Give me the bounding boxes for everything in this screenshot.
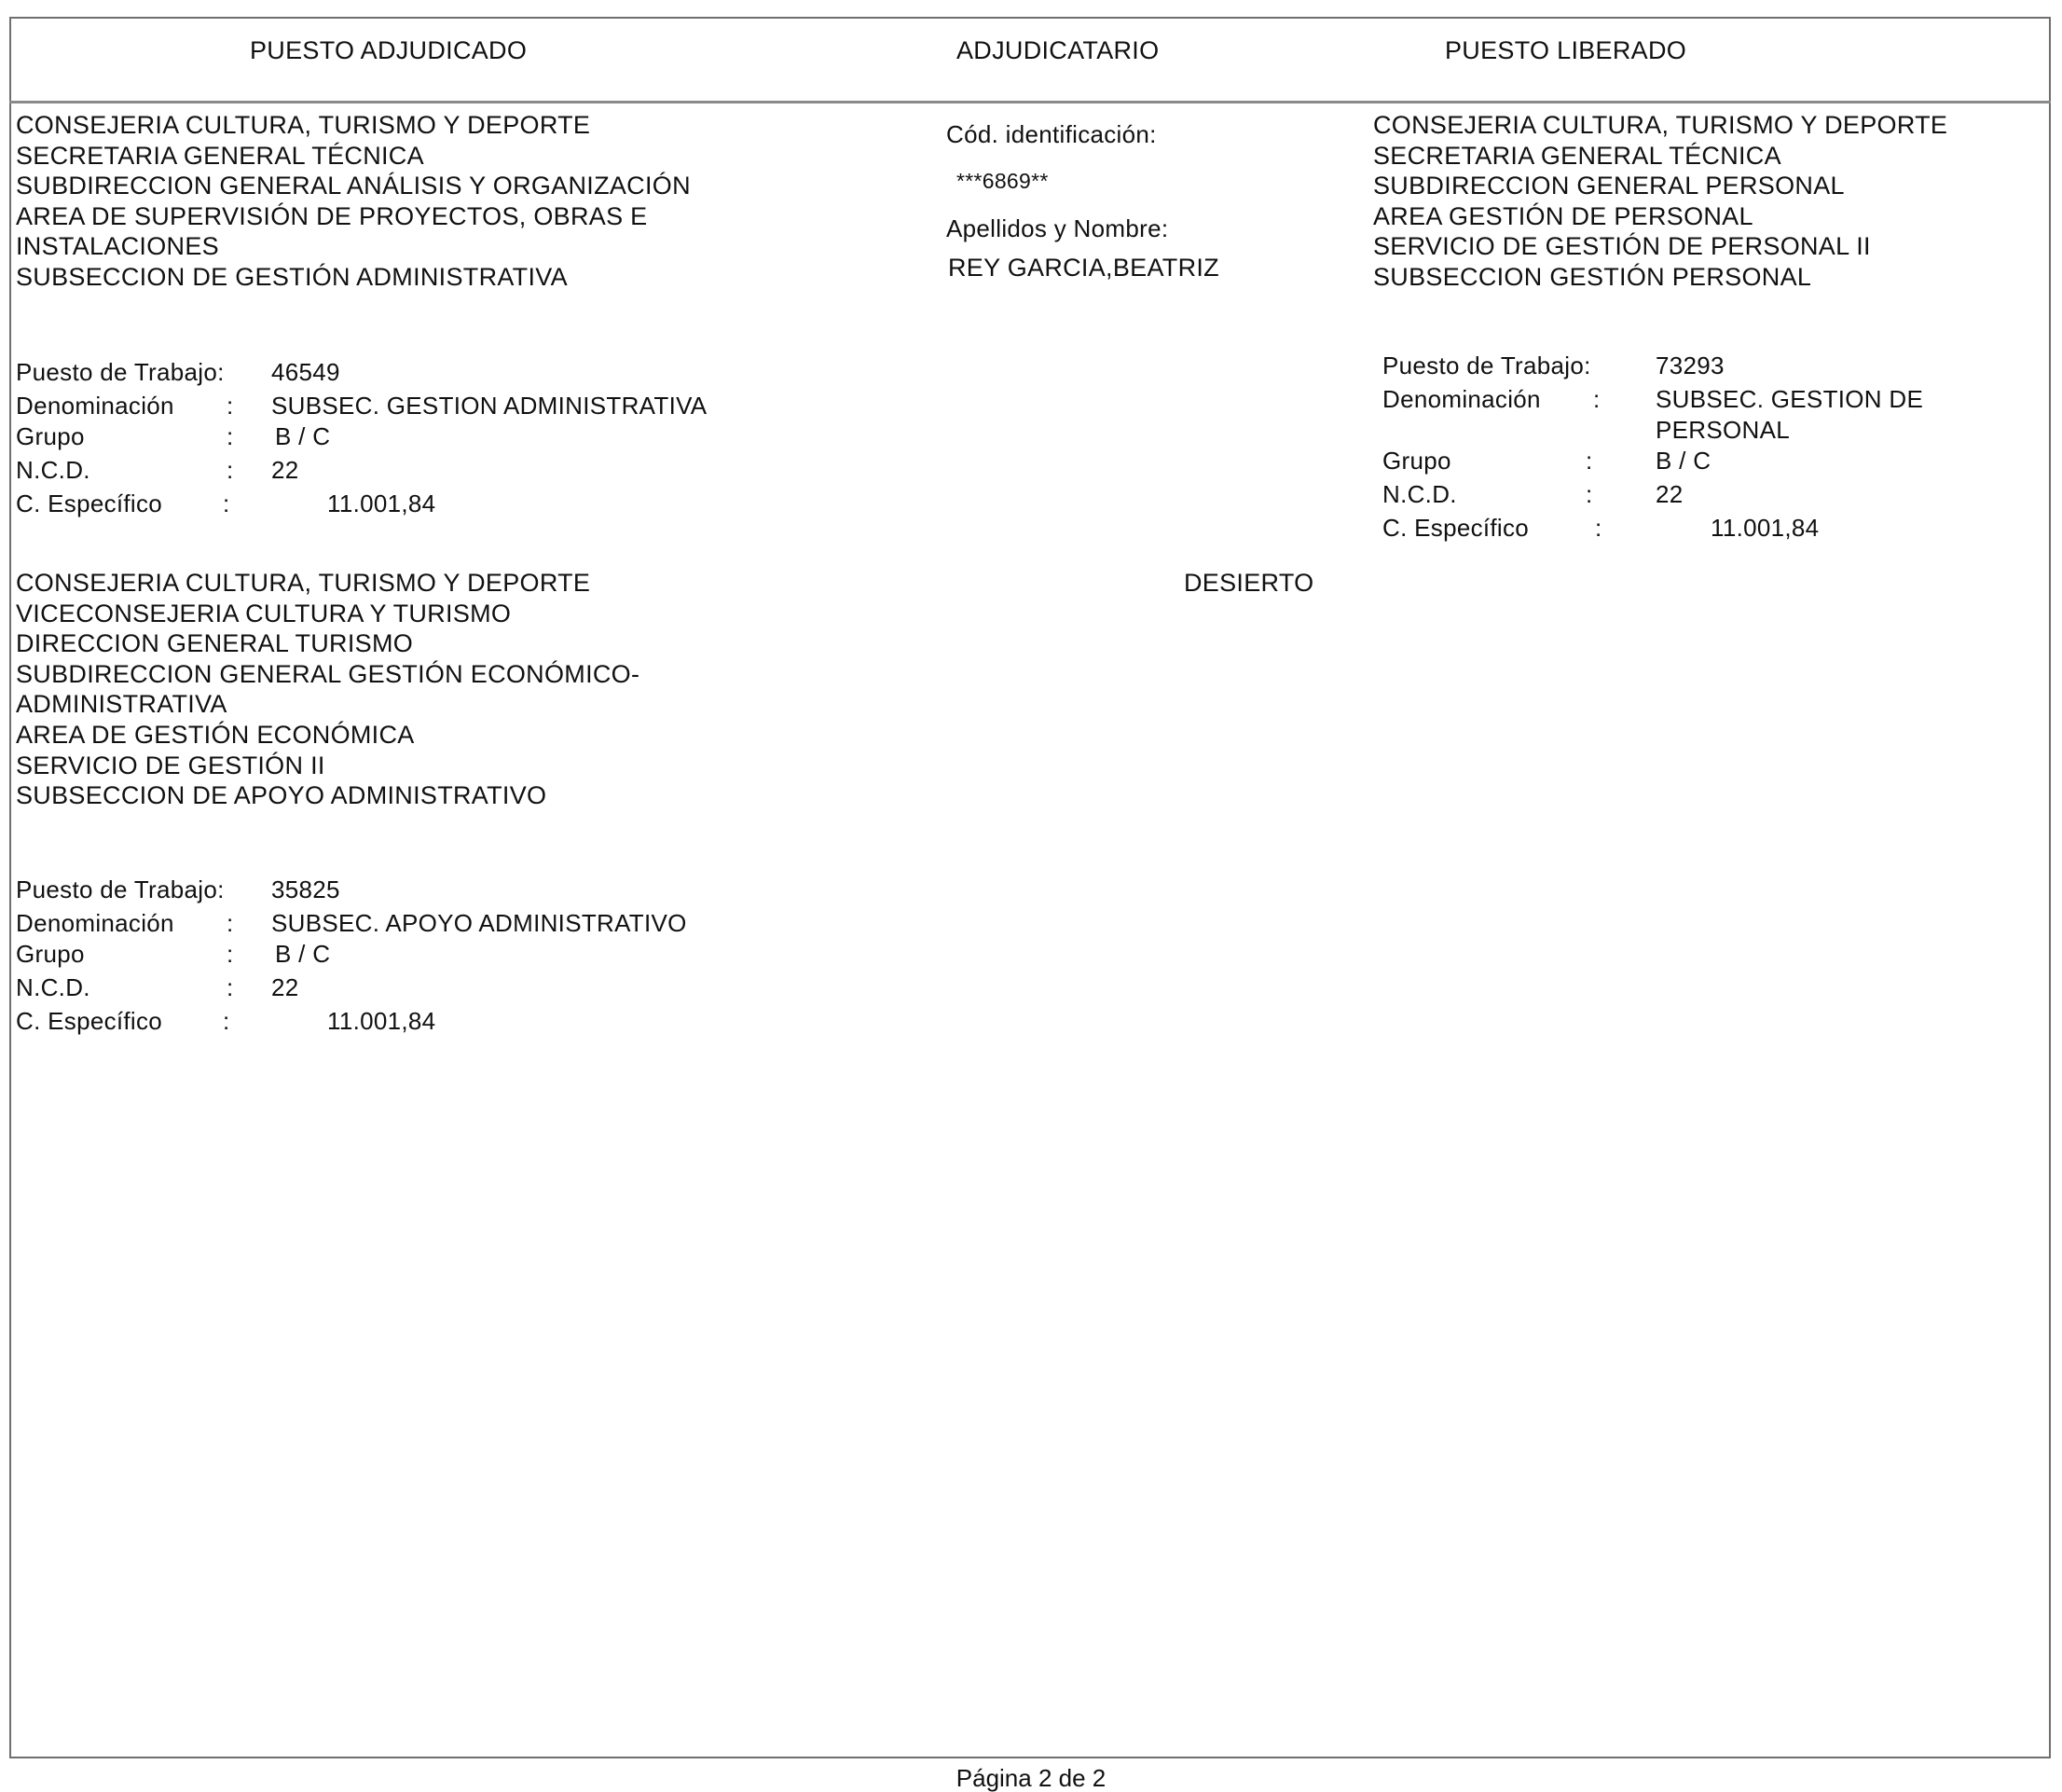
field-colon: : xyxy=(1595,514,1602,542)
page-number: Página 2 de 2 xyxy=(955,1764,1107,1792)
field-label: C. Específico xyxy=(1382,514,1530,542)
header-adjudicatario: ADJUDICATARIO xyxy=(956,36,1160,64)
field-denominacion xyxy=(16,906,855,937)
field-denominacion xyxy=(1382,382,2035,413)
field-colon: : xyxy=(223,489,230,517)
field-value: 35825 xyxy=(271,875,340,903)
field-value: 46549 xyxy=(271,358,340,386)
entry1-adjudicado-org xyxy=(16,110,691,293)
field-grupo xyxy=(16,937,855,971)
entry2-adjudicado-fields xyxy=(16,873,855,1038)
org-line: SERVICIO DE GESTIÓN II xyxy=(16,751,325,779)
org-line: AREA DE SUPERVISIÓN DE PROYECTOS, OBRAS E xyxy=(16,201,648,230)
field-colon: : xyxy=(227,973,234,1001)
org-line: CONSEJERIA CULTURA, TURISMO Y DEPORTE xyxy=(1373,111,1948,139)
field-label: Grupo xyxy=(16,422,85,450)
field-value: SUBSEC. GESTION ADMINISTRATIVA xyxy=(271,392,708,420)
field-value: 22 xyxy=(1656,480,1684,508)
org-line: SUBDIRECCION GENERAL GESTIÓN ECONÓMICO- xyxy=(16,659,640,688)
field-value: PERSONAL xyxy=(1656,416,1791,444)
field-label: Denominación xyxy=(1382,385,1541,413)
field-grupo xyxy=(1382,444,2035,477)
field-label: Grupo xyxy=(1382,447,1451,475)
entry1-liberado-org xyxy=(1373,110,1947,293)
entry2-adjudicado-org xyxy=(16,568,639,811)
field-value: B / C xyxy=(275,422,331,450)
org-line: VICECONSEJERIA CULTURA Y TURISMO xyxy=(16,599,512,627)
field-label: Puesto de Trabajo: xyxy=(1382,352,1591,379)
org-line: SUBSECCION GESTIÓN PERSONAL xyxy=(1373,262,1812,291)
field-label: Grupo xyxy=(16,940,85,968)
field-value: SUBSEC. APOYO ADMINISTRATIVO xyxy=(271,909,687,937)
entry1-adjudicado-fields xyxy=(16,355,855,520)
org-line: ADMINISTRATIVA xyxy=(16,690,227,719)
field-value: SUBSEC. GESTION DE xyxy=(1656,385,1924,413)
field-value: 22 xyxy=(271,973,299,1001)
apellidos-nombre-value: REY GARCIA,BEATRIZ xyxy=(948,254,1219,282)
org-line: SUBSECCION DE APOYO ADMINISTRATIVO xyxy=(16,781,547,810)
field-value: B / C xyxy=(1656,447,1711,475)
field-especifico xyxy=(16,1004,855,1038)
field-colon: : xyxy=(227,456,234,484)
field-colon: : xyxy=(1586,447,1593,475)
field-value: 11.001,84 xyxy=(1711,514,1820,542)
org-line: CONSEJERIA CULTURA, TURISMO Y DEPORTE xyxy=(16,111,591,139)
org-line: AREA GESTIÓN DE PERSONAL xyxy=(1373,201,1753,230)
header-divider xyxy=(9,101,2051,103)
field-value: 11.001,84 xyxy=(327,1007,436,1035)
field-colon: : xyxy=(227,940,234,968)
field-colon: : xyxy=(227,422,234,450)
org-line: CONSEJERIA CULTURA, TURISMO Y DEPORTE xyxy=(16,569,591,597)
field-colon: : xyxy=(227,909,234,937)
org-line: SUBDIRECCION GENERAL PERSONAL xyxy=(1373,172,1845,200)
field-denominacion-cont xyxy=(1382,413,2035,444)
org-line: SERVICIO DE GESTIÓN DE PERSONAL II xyxy=(1373,232,1871,261)
field-label: C. Específico xyxy=(16,1007,163,1035)
field-puesto xyxy=(16,355,855,389)
field-especifico xyxy=(1382,511,2035,544)
field-colon: : xyxy=(1586,480,1593,508)
field-label: Puesto de Trabajo: xyxy=(16,875,225,903)
field-puesto xyxy=(1382,349,2035,382)
field-grupo xyxy=(16,420,855,453)
field-ncd xyxy=(1382,477,2035,511)
org-line: SECRETARIA GENERAL TÉCNICA xyxy=(1373,141,1781,170)
field-denominacion xyxy=(16,389,855,420)
field-label: N.C.D. xyxy=(1382,480,1457,508)
field-colon: : xyxy=(1593,385,1601,413)
field-especifico xyxy=(16,487,855,520)
field-value: 73293 xyxy=(1656,352,1725,379)
field-ncd xyxy=(16,453,855,487)
org-line: AREA DE GESTIÓN ECONÓMICA xyxy=(16,720,415,749)
field-label: Denominación xyxy=(16,909,174,937)
org-line: INSTALACIONES xyxy=(16,232,219,261)
field-colon: : xyxy=(227,392,234,420)
field-colon: : xyxy=(223,1007,230,1035)
org-line: SECRETARIA GENERAL TÉCNICA xyxy=(16,141,424,170)
field-value: 11.001,84 xyxy=(327,489,436,517)
field-value: 22 xyxy=(271,456,299,484)
field-label: N.C.D. xyxy=(16,973,90,1001)
entry1-liberado-fields xyxy=(1382,349,2035,544)
org-line: DIRECCION GENERAL TURISMO xyxy=(16,629,414,658)
adjudicatario-status: DESIERTO xyxy=(1184,569,1314,597)
org-line: SUBDIRECCION GENERAL ANÁLISIS Y ORGANIZACIÓN xyxy=(16,172,691,200)
cod-identificacion-label: Cód. identificación: xyxy=(946,120,1157,148)
apellidos-nombre-label: Apellidos y Nombre: xyxy=(946,214,1169,242)
field-label: Puesto de Trabajo: xyxy=(16,358,225,386)
org-line: SUBSECCION DE GESTIÓN ADMINISTRATIVA xyxy=(16,262,568,291)
field-label: C. Específico xyxy=(16,489,163,517)
field-puesto xyxy=(16,873,855,906)
cod-identificacion-value: ***6869** xyxy=(956,169,1049,193)
field-value: B / C xyxy=(275,940,331,968)
field-label: Denominación xyxy=(16,392,174,420)
field-label: N.C.D. xyxy=(16,456,90,484)
header-puesto-liberado: PUESTO LIBERADO xyxy=(1445,36,1687,64)
header-puesto-adjudicado: PUESTO ADJUDICADO xyxy=(250,36,528,64)
field-ncd xyxy=(16,971,855,1004)
